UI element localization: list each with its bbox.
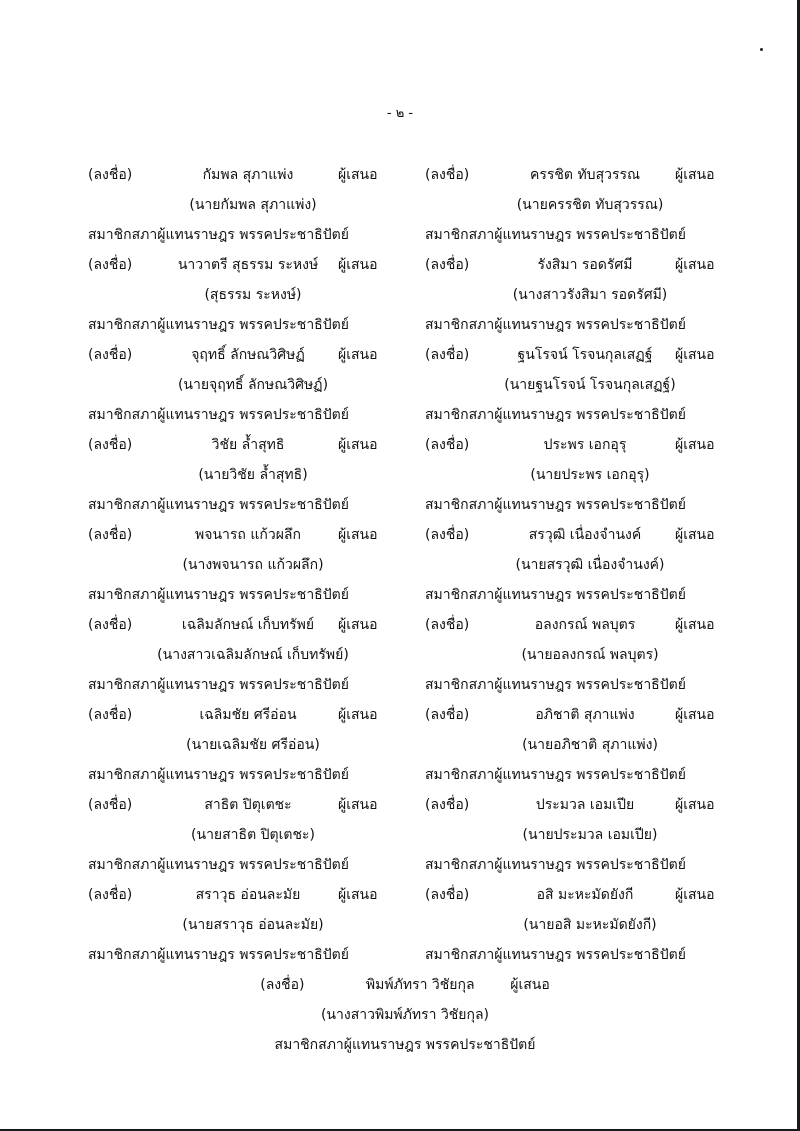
proposer-label: ผู้เสนอ [338,347,378,363]
member-position: สมาชิกสภาผู้แทนราษฎร พรรคประชาธิปัตย์ [425,317,686,333]
signature-name: จุฤทธิ์ ลักษณวิศิษฏ์ [191,347,305,363]
member-position: สมาชิกสภาผู้แทนราษฎร พรรคประชาธิปัตย์ [425,947,686,963]
proposer-label: ผู้เสนอ [338,437,378,453]
proposer-label: ผู้เสนอ [675,257,715,273]
sign-label: (ลงชื่อ) [425,617,470,633]
full-name: (นายฐนโรจน์ โรจนกุลเสฏฐ์) [504,377,676,393]
member-position: สมาชิกสภาผู้แทนราษฎร พรรคประชาธิปัตย์ [88,947,349,963]
member-position: สมาชิกสภาผู้แทนราษฎร พรรคประชาธิปัตย์ [88,317,349,333]
proposer-label: ผู้เสนอ [675,527,715,543]
full-name: (นายอสิ มะหะมัดยังกี) [523,917,657,933]
final-signature-block [240,970,570,1060]
full-name: (นายสรวุฒิ เนื่องจำนงค์) [515,557,665,573]
signature-block [88,880,418,970]
signature-block [88,520,418,610]
sign-label: (ลงชื่อ) [88,257,133,273]
sign-label: (ลงชื่อ) [88,617,133,633]
signature-line [240,970,570,1000]
signature-name: พจนารถ แก้วผลึก [195,527,301,543]
full-name: (นางสาวรังสิมา รอดรัศมี) [512,287,668,303]
signature-line [425,790,755,820]
signature-block [88,340,418,430]
member-position: สมาชิกสภาผู้แทนราษฎร พรรคประชาธิปัตย์ [88,677,349,693]
member-position: สมาชิกสภาผู้แทนราษฎร พรรคประชาธิปัตย์ [425,227,686,243]
signature-block [425,430,755,520]
sign-label: (ลงชื่อ) [425,437,470,453]
signature-block [88,160,418,250]
member-position: สมาชิกสภาผู้แทนราษฎร พรรคประชาธิปัตย์ [425,407,686,423]
signature-name: ฐนโรจน์ โรจนกุลเสฏฐ์ [517,347,653,363]
full-name: (นายประพร เอกอุรุ) [530,467,650,483]
proposer-label: ผู้เสนอ [338,617,378,633]
left-signature-column [88,160,418,970]
signature-name: นาวาตรี สุธรรม ระหงษ์ [177,257,319,273]
proposer-label: ผู้เสนอ [338,797,378,813]
signature-name: ครรชิต ทับสุวรรณ [530,167,640,183]
sign-label: (ลงชื่อ) [425,257,470,273]
signature-line [425,520,755,550]
full-name: (นายประมวล เอมเปีย) [522,827,658,843]
proposer-label: ผู้เสนอ [338,527,378,543]
sign-label: (ลงชื่อ) [425,707,470,723]
signature-line [88,880,418,910]
signature-block [425,340,755,430]
signature-name: อสิ มะหะมัดยังกี [536,887,634,903]
full-name: (นายอภิชาติ สุภาแพ่ง) [522,737,658,753]
sign-label: (ลงชื่อ) [260,977,305,993]
signature-name: สราวุธ อ่อนละมัย [195,887,301,903]
sign-label: (ลงชื่อ) [88,167,133,183]
proposer-label: ผู้เสนอ [338,707,378,723]
member-position: สมาชิกสภาผู้แทนราษฎร พรรคประชาธิปัตย์ [274,1037,536,1053]
signature-line [425,610,755,640]
full-name: (นางสาวเฉลิมลักษณ์ เก็บทรัพย์) [157,647,349,663]
member-position: สมาชิกสภาผู้แทนราษฎร พรรคประชาธิปัตย์ [425,497,686,513]
signature-name: อภิชาติ สุภาแพ่ง [535,707,635,723]
sign-label: (ลงชื่อ) [88,707,133,723]
full-name: (นายสราวุธ อ่อนละมัย) [182,917,324,933]
signature-block [425,250,755,340]
sign-label: (ลงชื่อ) [425,347,470,363]
signature-block [425,610,755,700]
signature-block [425,520,755,610]
sign-label: (ลงชื่อ) [88,527,133,543]
signature-name: รังสิมา รอดรัศมี [537,257,633,273]
signature-name: อลงกรณ์ พลบุตร [534,617,636,633]
signature-line [88,340,418,370]
proposer-label: ผู้เสนอ [675,347,715,363]
sign-label: (ลงชื่อ) [88,437,133,453]
signature-line [88,160,418,190]
proposer-label: ผู้เสนอ [675,797,715,813]
proposer-label: ผู้เสนอ [510,977,550,993]
sign-label: (ลงชื่อ) [88,797,133,813]
signature-block [425,880,755,970]
proposer-label: ผู้เสนอ [338,257,378,273]
signature-block [88,250,418,340]
signature-line [425,160,755,190]
signature-line [425,430,755,460]
proposer-label: ผู้เสนอ [675,167,715,183]
signature-line [425,250,755,280]
signature-line [425,880,755,910]
full-name: (นางพจนารถ แก้วผลึก) [182,557,324,573]
scan-speck [760,48,763,51]
right-signature-column [425,160,755,970]
signature-block [425,700,755,790]
signature-line [88,250,418,280]
sign-label: (ลงชื่อ) [425,887,470,903]
signature-name: สาธิต ปิตุเตชะ [204,797,292,813]
member-position: สมาชิกสภาผู้แทนราษฎร พรรคประชาธิปัตย์ [425,767,686,783]
signature-line [88,700,418,730]
proposer-label: ผู้เสนอ [675,617,715,633]
proposer-label: ผู้เสนอ [675,707,715,723]
proposer-label: ผู้เสนอ [338,167,378,183]
sign-label: (ลงชื่อ) [425,527,470,543]
sign-label: (ลงชื่อ) [88,347,133,363]
signature-name: เฉลิมชัย ศรีอ่อน [199,707,297,723]
page-number: - ๒ - [386,106,414,121]
member-position: สมาชิกสภาผู้แทนราษฎร พรรคประชาธิปัตย์ [425,677,686,693]
signature-block [425,790,755,880]
full-name: (นายกัมพล สุภาแพ่ง) [189,197,317,213]
signature-line [425,340,755,370]
signature-name: พิมพ์ภัทรา วิชัยกุล [365,977,475,993]
signature-name: กัมพล สุภาแพ่ง [202,167,294,183]
member-position: สมาชิกสภาผู้แทนราษฎร พรรคประชาธิปัตย์ [425,857,686,873]
member-position: สมาชิกสภาผู้แทนราษฎร พรรคประชาธิปัตย์ [88,407,349,423]
signature-line [425,700,755,730]
full-name: (นายเฉลิมชัย ศรีอ่อน) [186,737,320,753]
sign-label: (ลงชื่อ) [425,797,470,813]
signature-block [88,790,418,880]
sign-label: (ลงชื่อ) [88,887,133,903]
signature-name: เฉลิมลักษณ์ เก็บทรัพย์ [181,617,315,633]
proposer-label: ผู้เสนอ [675,437,715,453]
signature-line [88,610,418,640]
full-name: (นางสาวพิมพ์ภัทรา วิชัยกุล) [320,1007,490,1023]
proposer-label: ผู้เสนอ [675,887,715,903]
signature-line [88,520,418,550]
sign-label: (ลงชื่อ) [425,167,470,183]
signature-block [88,430,418,520]
signature-name: วิชัย ล้ำสุทธิ [211,437,285,453]
full-name: (นายอลงกรณ์ พลบุตร) [521,647,659,663]
signature-line [88,430,418,460]
signature-name: สรวุฒิ เนื่องจำนงค์ [528,527,642,543]
signature-name: ประมวล เอมเปีย [535,797,635,813]
member-position: สมาชิกสภาผู้แทนราษฎร พรรคประชาธิปัตย์ [88,587,349,603]
full-name: (นายจุฤทธิ์ ลักษณวิศิษฏ์) [177,377,329,393]
member-position: สมาชิกสภาผู้แทนราษฎร พรรคประชาธิปัตย์ [88,857,349,873]
signature-block [88,610,418,700]
full-name: (สุธรรม ระหงษ์) [204,287,302,303]
signature-line [88,790,418,820]
full-name: (นายสาธิต ปิตุเตชะ) [191,827,315,843]
member-position: สมาชิกสภาผู้แทนราษฎร พรรคประชาธิปัตย์ [88,227,349,243]
signature-block [88,700,418,790]
proposer-label: ผู้เสนอ [338,887,378,903]
signature-name: ประพร เอกอุรุ [543,437,627,453]
full-name: (นายวิชัย ล้ำสุทธิ) [198,467,308,483]
signature-block [425,160,755,250]
member-position: สมาชิกสภาผู้แทนราษฎร พรรคประชาธิปัตย์ [88,767,349,783]
full-name: (นายครรชิต ทับสุวรรณ) [516,197,664,213]
member-position: สมาชิกสภาผู้แทนราษฎร พรรคประชาธิปัตย์ [425,587,686,603]
member-position: สมาชิกสภาผู้แทนราษฎร พรรคประชาธิปัตย์ [88,497,349,513]
